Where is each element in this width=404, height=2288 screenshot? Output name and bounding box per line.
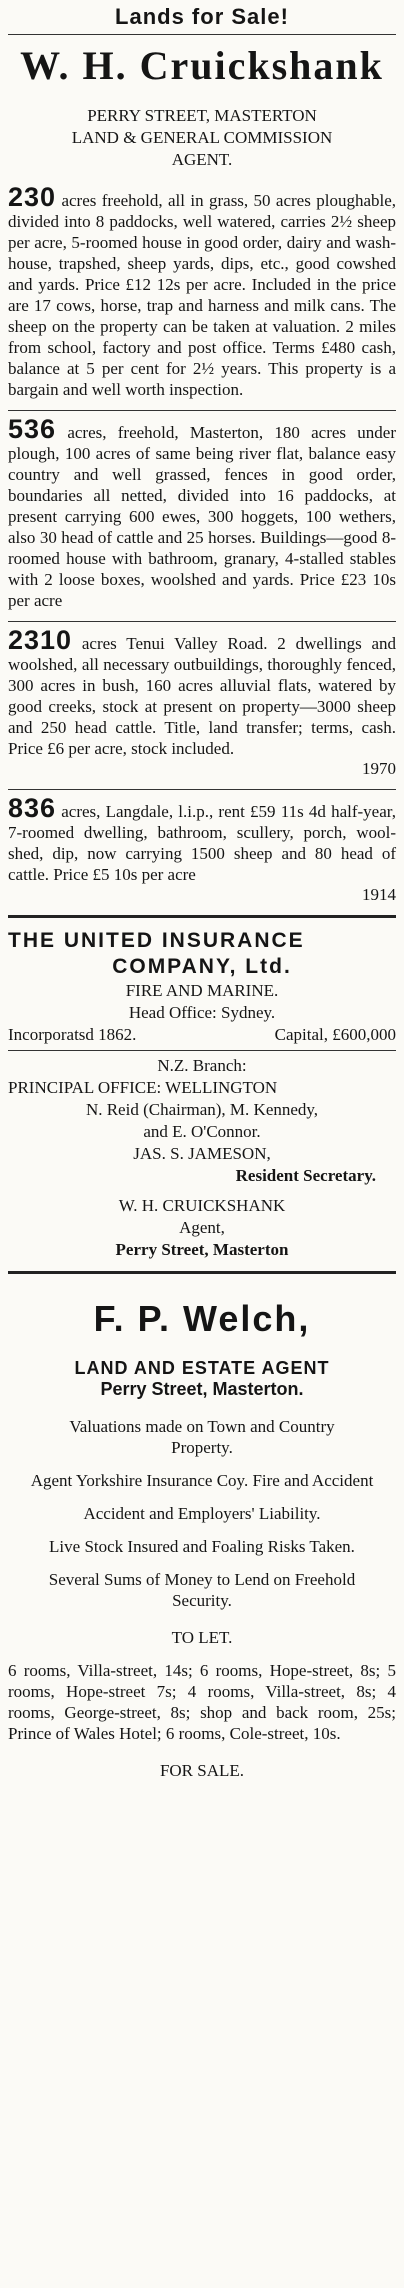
local-agent-name: W. H. CRUICKSHANK xyxy=(118,1196,286,1215)
agent-title: LAND AND ESTATE AGENT xyxy=(74,1358,330,1378)
divider xyxy=(8,34,396,35)
newspaper-column xyxy=(0,4,404,2288)
service-item: Several Sums of Money to Lend on Freehold Security. xyxy=(48,1570,356,1610)
divider xyxy=(8,1050,396,1051)
listing-text xyxy=(8,793,396,885)
incorporated: Incorporatsd 1862. xyxy=(8,1025,137,1044)
service-item: Agent Yorkshire Insurance Coy. Fire and Accident xyxy=(30,1471,374,1490)
service-item: Valuations made on Town and Country Property. xyxy=(69,1417,335,1457)
listing-number: 230 xyxy=(8,182,57,212)
service-item: Accident and Employers' Liability. xyxy=(83,1504,321,1523)
company-name-line1: THE UNITED INSURANCE xyxy=(8,929,305,952)
ad-united-insurance xyxy=(8,928,396,1261)
listing xyxy=(8,625,397,779)
secretary-title: Resident Secretary. xyxy=(235,1166,376,1185)
agent-address: PERRY STREET, MASTERTON xyxy=(87,106,317,125)
insurance-type: FIRE AND MARINE. xyxy=(125,981,279,1000)
secretary-name: JAS. S. JAMESON, xyxy=(133,1144,271,1163)
listing-number: 2310 xyxy=(8,625,73,655)
listing-ref: 1970 xyxy=(362,759,396,778)
for-sale-heading: FOR SALE. xyxy=(159,1761,245,1780)
to-let-heading: TO LET. xyxy=(171,1628,233,1647)
listing-description: acres, Langdale, l.i.p., rent £59 11s 4d half-year, 7-roomed dwelling, bathroom, scullery, porch, wool-shed, dip, now carrying 1500 sheep and 80 head of cattle. Price £5 10s per acre xyxy=(8,802,396,884)
listing xyxy=(8,793,396,905)
company-name-line2: COMPANY, Ltd. xyxy=(112,955,292,978)
listing-text xyxy=(8,625,397,759)
agent-name: F. P. Welch, xyxy=(93,1298,311,1339)
ad-separator xyxy=(8,915,396,918)
divider xyxy=(8,789,396,790)
agent-role-2: AGENT. xyxy=(171,150,233,169)
listing-text xyxy=(8,414,396,611)
board-line-2: and E. O'Connor. xyxy=(143,1122,261,1141)
agent-role: LAND & GENERAL COMMISSION xyxy=(71,128,333,147)
head-office: Head Office: Sydney. xyxy=(128,1003,276,1022)
ad-welch xyxy=(8,1284,396,1781)
agent-name: W. H. Cruickshank xyxy=(20,43,384,88)
ad-separator xyxy=(8,1271,396,1274)
listing-number: 536 xyxy=(8,414,57,444)
to-let-text: 6 rooms, Villa-street, 14s; 6 rooms, Hope-street, 8s; 5 rooms, Hope-street 7s; 4 rooms, Villa-street, 8s; 4 rooms, George-street, 8s; shop and back room, 25s; Prince of Wales Hotel; 6 rooms, Cole-street, 10s. xyxy=(8,1661,396,1743)
divider xyxy=(8,410,396,411)
listing-description: acres, freehold, Masterton, 180 acres under plough, 100 acres of same being river flat, balance easy country and well grassed, fences in good order, boundaries all netted, divided into 16 paddocks, at present carrying 600 ewes, 300 hoggets, 100 wethers, also 30 head of cattle and 25 horses. Buildings—good 8-roomed house with bathroom, granary, 4-stalled stables with 2 loose boxes, woolshed and yards. Price £23 10s per acre xyxy=(8,423,396,610)
listing-ref: 1914 xyxy=(362,885,396,904)
listing xyxy=(8,414,396,611)
listing-text xyxy=(8,182,397,400)
listing-description: acres freehold, all in grass, 50 acres ploughable, divided into 8 paddocks, well watered, carries 2½ sheep per acre, 5-roomed house in good order, dairy and wash-house, trapshed, sheep yards, dips, etc., good cowshed and yards. Price £12 12s per acre. Included in the price are 17 cows, horse, trap and harness and milk cans. The sheep on the property can be taken at valuation. 2 miles from school, factory and post office. Terms £480 cash, balance at 5 per cent for 2½ years. This property is a bargain and well worth inspection. xyxy=(8,191,397,399)
listing-number: 836 xyxy=(8,793,57,823)
ad-cruickshank xyxy=(8,4,396,905)
local-agent-address: Perry Street, Masterton xyxy=(115,1240,289,1259)
branch-label: N.Z. Branch: xyxy=(157,1056,247,1075)
listing-description: acres Tenui Valley Road. 2 dwellings and woolshed, all necessary outbuildings, thoroughly fenced, 300 acres in bush, 160 acres alluvial flats, watered by good creeks, stock at present on property—3000 sheep and 250 head cattle. Title, land transfer; terms, cash. Price £6 per acre, stock included. xyxy=(8,634,397,758)
divider xyxy=(8,621,396,622)
capital: Capital, £600,000 xyxy=(274,1025,396,1044)
incorporation-row xyxy=(8,1024,396,1046)
principal-office: PRINCIPAL OFFICE: WELLINGTON xyxy=(8,1078,278,1097)
board-line-1: N. Reid (Chairman), M. Kennedy, xyxy=(85,1100,319,1119)
local-agent-title: Agent, xyxy=(179,1218,225,1237)
listing xyxy=(8,182,397,400)
agent-address: Perry Street, Masterton. xyxy=(100,1379,304,1399)
service-item: Live Stock Insured and Foaling Risks Taken. xyxy=(49,1537,355,1556)
ad-header: Lands for Sale! xyxy=(115,4,289,29)
